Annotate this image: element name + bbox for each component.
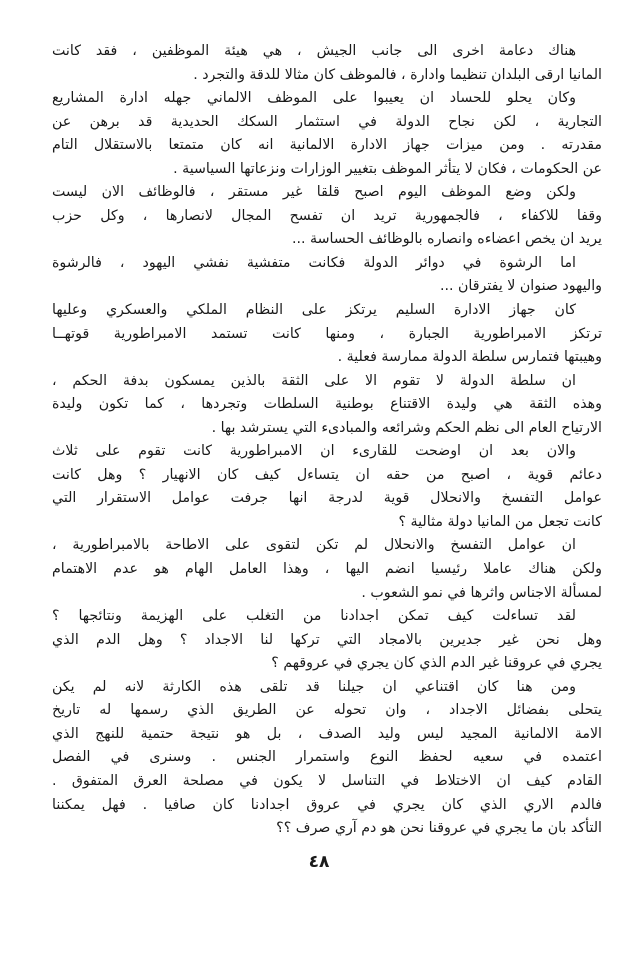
text-line: واليهود صنوان لا يفترقان ... bbox=[439, 278, 602, 295]
text-line: كانت تجعل من المانيا دولة مثالية ؟ bbox=[398, 513, 602, 530]
text-line: هناك دعامة اخرى الى جانب الجيش ، هي هيئة الموظفين ، فقد كانت bbox=[52, 43, 576, 59]
text-line: وكان يحلو للحساد ان يعيبوا على الموظف الالماني جهله ادارة المشاريع bbox=[52, 90, 576, 107]
text-line: دعائم قوية ، اصبح من حقه ان يتساءل كيف كان الانهيار ؟ وهل كانت bbox=[52, 466, 602, 483]
text-line: وهيبتها فتمارس سلطة الدولة ممارسة فعلية . bbox=[337, 349, 602, 366]
text-line: لقد تساءلت كيف تمكن اجدادنا من التغلب على الهزيمة ونتائجها ؟ bbox=[52, 608, 576, 625]
text-line: وهذه الثقة هي وليدة الاقتناع بوطنية السلطات وتجردها ، كما تكون وليدة bbox=[52, 396, 602, 413]
text-line: مقدرته . ومن ميزات جهاز الادارة الالمانية انه كان متمتعا بالاستقلال التام bbox=[52, 137, 602, 154]
text-line: الارتياح العام الى نظم الحكم وشرائعه والمبادىء التي يسترشد بها . bbox=[211, 419, 602, 436]
text-line: وهل نحن غير جديرين بالامجاد التي تركها لنا الاجداد ؟ وهل الدم الذي bbox=[52, 631, 602, 648]
text-line: التأكد بان ما يجري في عروقنا نحن هو دم آري صرف ؟؟ bbox=[276, 820, 602, 837]
text-line: ان سلطة الدولة لا تقوم الا على الثقة بالذين يمسكون بدفة الحكم ، bbox=[52, 372, 576, 389]
text-line: يجري في عروقنا غير الدم الذي كان يجري في عروقهم ؟ bbox=[271, 655, 602, 672]
text-line: كان جهاز الادارة السليم يرتكز على النظام الملكي والعسكري وعليها bbox=[52, 302, 576, 319]
text-line: ومن هنا كان اقتناعي ان جيلنا قد تلقى هذه الكارثة لانه لم يكن bbox=[52, 678, 576, 695]
text-line: عن الحكومات ، فكان لا يتأثر الموظف بتغيير الوزارات ونزعاتها السياسية . bbox=[173, 160, 602, 177]
text-line: ترتكز الامبراطورية الجبارة ، ومنها كانت تستمد الامبراطورية قوتهــا bbox=[52, 325, 602, 342]
text-line: ولكن هناك عاملا رئيسيا انضم اليها ، وهذا العامل الهام هو عدم الاهتمام bbox=[52, 561, 602, 578]
text-line: يريد ان يخص اعضاءه وانصاره بالوظائف الحساسة ... bbox=[292, 231, 602, 248]
text-line: والان بعد ان اوضحت للقارىء ان الامبراطورية كانت تقوم على ثلاث bbox=[52, 443, 576, 460]
text-line: ولكن وضع الموظف اليوم اصبح قلقا غير مستقر ، فالوظائف الان ليست bbox=[52, 184, 576, 201]
text-line: يتحلى بفضائل الاجداد ، وان تحوله عن الطريق الذي رسمها له تاريخ bbox=[52, 702, 602, 719]
text-line: لمسألة الاجناس واثرها في نمو الشعوب . bbox=[361, 584, 602, 601]
body-text bbox=[52, 40, 602, 841]
text-line: عوامل التفسخ والانحلال قوية لدرجة انها جرفت عوامل الاستقرار التي bbox=[52, 490, 602, 507]
text-line: ان عوامل التفسخ والانحلال لم تكن لتقوى على الاطاحة بالامبراطورية ، bbox=[52, 537, 576, 554]
text-line: الامة الالمانية المجيد ليس وليد الصدف ، بل هو نتيجة حتمية للنهج الذي bbox=[52, 725, 602, 742]
text-line: وقفا للاكفاء ، فالجمهورية تريد ان تفسح المجال لانصارها ، وكل حزب bbox=[52, 207, 602, 224]
text-line: فالدم الاري الذي كان يجري في عروق اجدادنا كان صافيا . فهل يمكننا bbox=[52, 796, 602, 813]
text-line: القادم كيف ان الاختلاط في التناسل لا يكون في مصلحة العرق المتفوق . bbox=[52, 772, 602, 789]
text-line: اعتمده في سعيه لحفظ النوع واستمرار الجنس . وسنرى في الفصل bbox=[52, 749, 602, 766]
page-number: ٤٨ bbox=[308, 852, 330, 872]
text-line: التجارية ، لكن نجاح الدولة في استثمار السكك الحديدية قد برهن عن bbox=[52, 113, 602, 130]
text-line: اما الرشوة في دوائر الدولة فكانت متفشية نفشي اليهود ، فالرشوة bbox=[52, 254, 576, 271]
text-line: المانيا ارقى البلدان تنظيما وادارة ، فالموظف كان مثالا للدقة والتجرد . bbox=[193, 66, 602, 83]
